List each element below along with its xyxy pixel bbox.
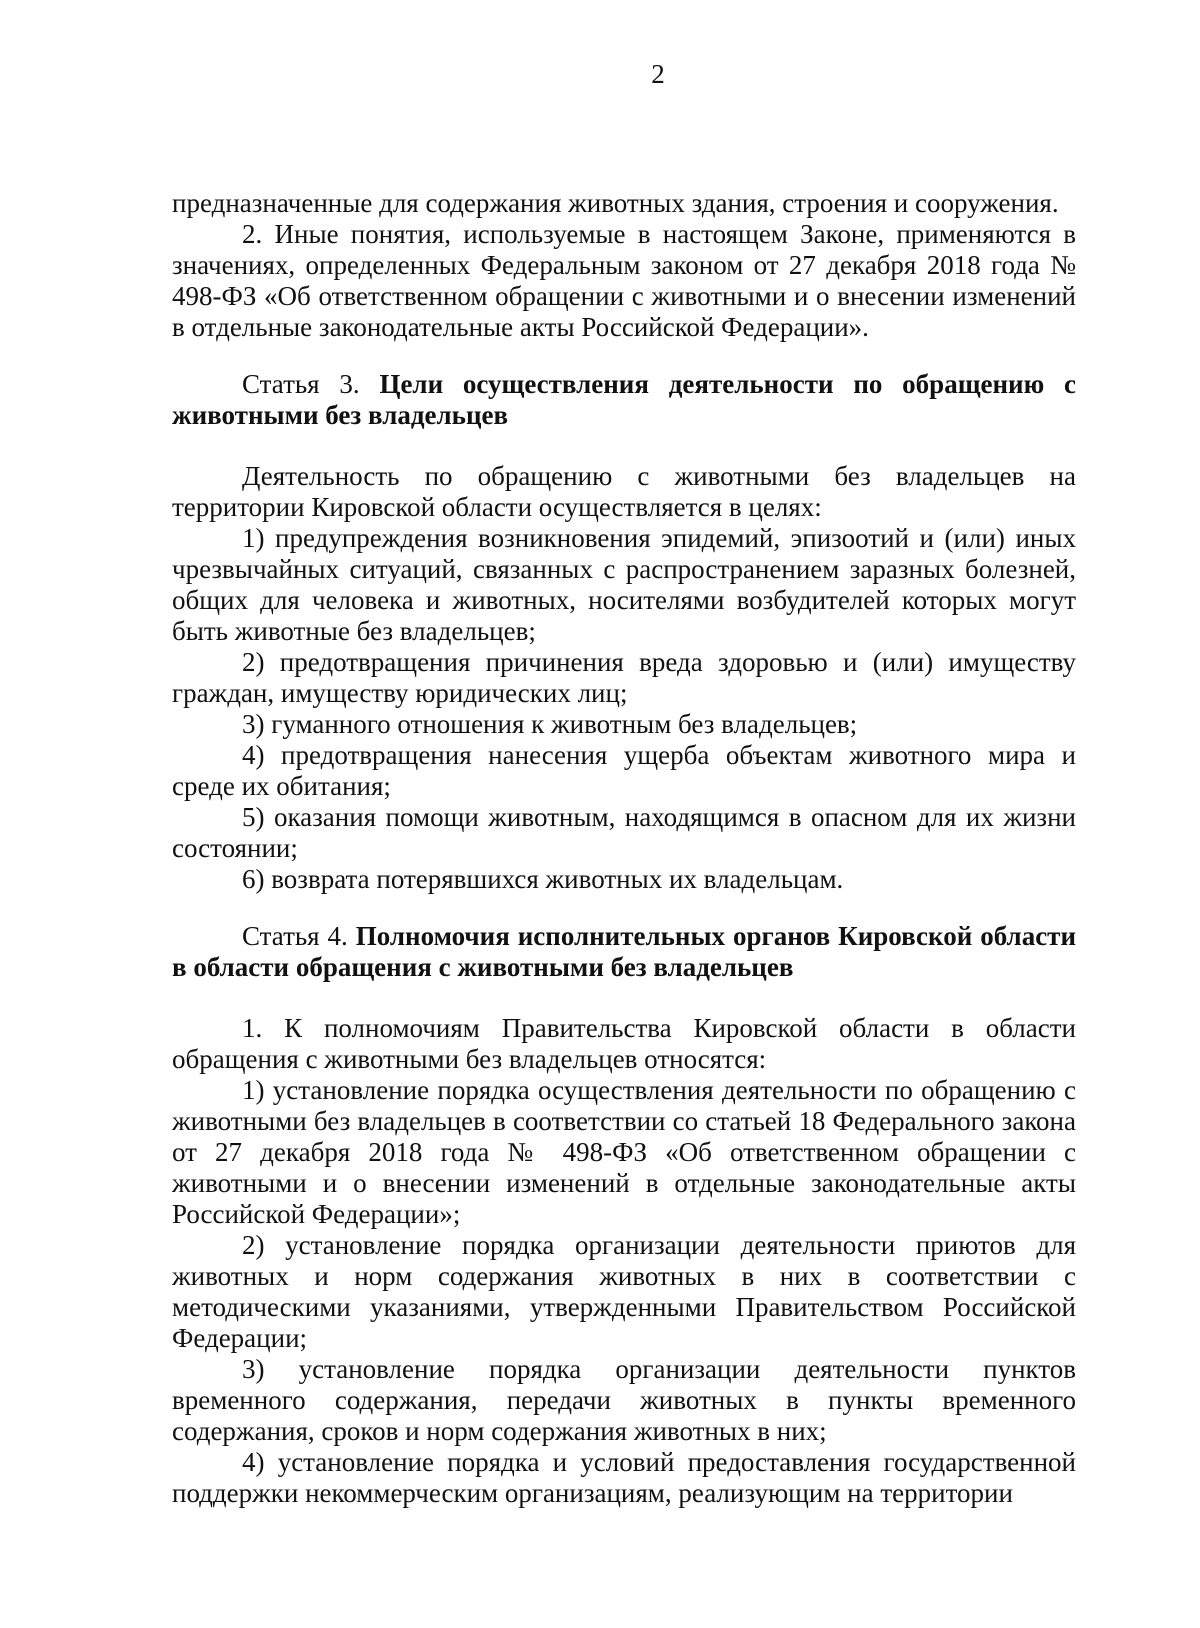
- article3-intro: Деятельность по обращению с животными без владельцев на территории Кировской области осуществляется в целях:: [172, 461, 1076, 522]
- article3-item-5: 5) оказания помощи животным, находящимся в опасном для их жизни состоянии;: [172, 802, 1076, 863]
- article3-item-1: 1) предупреждения возникновения эпидемий, эпизоотий и (или) иных чрезвычайных ситуаций, связанных с распространением заразных болезней, общих для человека и животных, носителями возбудителей которых могут быть животные без владельцев;: [172, 523, 1076, 646]
- article3-item-3: 3) гуманного отношения к животным без владельцев;: [242, 709, 858, 739]
- article4-heading: [172, 921, 1076, 983]
- article3-item-6: 6) возврата потерявшихся животных их владельцам.: [242, 864, 844, 894]
- page-number: 2: [651, 59, 665, 89]
- article3-prefix: Статья 3.: [242, 369, 360, 399]
- article4-item-3: 3) установление порядка организации деятельности пунктов временного содержания, передачи животных в пункты временного содержания, сроков и норм содержания животных в них;: [172, 1354, 1076, 1446]
- article3-title: Цели осуществления деятельности по обращению с животными без владельцев: [172, 369, 1076, 430]
- article3-item-2: 2) предотвращения причинения вреда здоровью и (или) имуществу граждан, имуществу юридических лиц;: [172, 647, 1076, 708]
- article3-heading: [172, 369, 1076, 431]
- article4-title: Полномочия исполнительных органов Кировской области в области обращения с животными без владельцев: [172, 921, 1077, 982]
- article2-item-2: 2. Иные понятия, используемые в настоящем Законе, применяются в значениях, определенных Федеральным законом от 27 декабря 2018 года № 498-ФЗ «Об ответственном обращении с животными и о внесении изменений в отдельные законодательные акты Российской Федерации».: [172, 219, 1076, 342]
- article4-item-1: 1) установление порядка осуществления деятельности по обращению с животными без владельцев в соответствии со статьей 18 Федерального закона от 27 декабря 2018 года № 498-ФЗ «Об ответственном обращении с животными и о внесении изменений в отдельные законодательные акты Российской Федерации»;: [172, 1075, 1076, 1229]
- article4-item-4: 4) установление порядка и условий предоставления государственной поддержки некоммерческим организациям, реализующим на территории: [172, 1447, 1076, 1508]
- article4-item-2: 2) установление порядка организации деятельности приютов для животных и норм содержания животных в них в соответствии с методическими указаниями, утвержденными Правительством Российской Федерации;: [172, 1230, 1076, 1353]
- continuation-paragraph: предназначенные для содержания животных здания, строения и сооружения.: [172, 188, 1059, 218]
- article4-intro: 1. К полномочиям Правительства Кировской области в области обращения с животными без владельцев относятся:: [172, 1013, 1076, 1074]
- article4-prefix: Статья 4.: [242, 921, 348, 951]
- article3-item-4: 4) предотвращения нанесения ущерба объектам животного мира и среде их обитания;: [172, 740, 1076, 801]
